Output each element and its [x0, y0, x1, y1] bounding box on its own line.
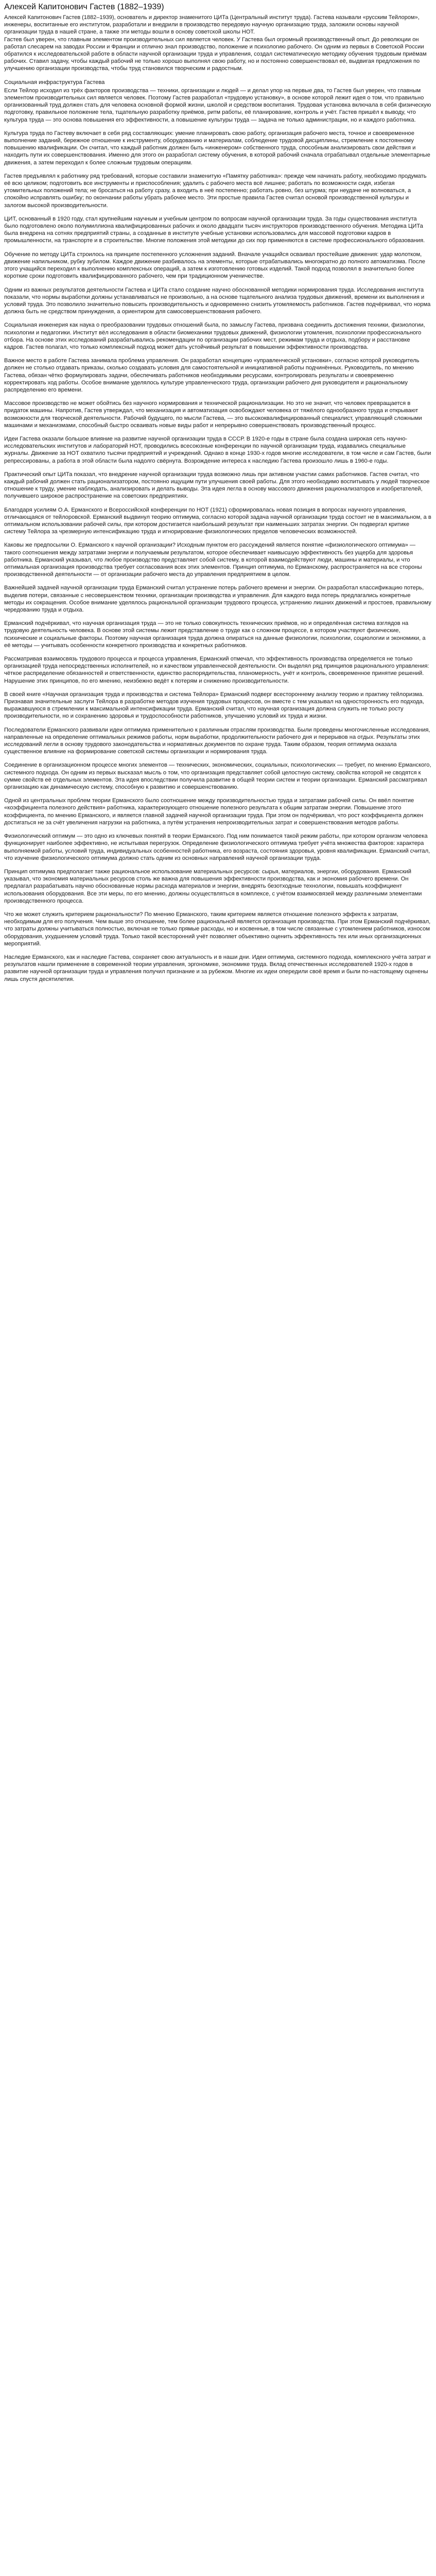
paragraph: Что же может служить критерием рациональности? По мнению Ерманского, таким критерием является отношение полезного эффекта к затратам, необходимым для его получения. Чем выше это отношение, тем более рациональной является организация производства. При этом Ерманский подчёркивал, что затраты должны учитываться полностью, включая не только прямые расходы, но и косвенные, в том числе связанные с утомлением работников, износом оборудования, ухудшением условий труда. Только такой всесторонний учёт позволяет объективно оценить эффективность тех или иных организационных мероприятий.: [4, 911, 431, 947]
paragraph: Принцип оптимума предполагает также рациональное использование материальных ресурсов: сырья, материалов, энергии, оборудования. Ерманский указывал, что экономия материальных ресурсов столь же важна для повышения эффективности производства, как и экономия рабочего времени. Он предлагал разрабатывать научно обоснованные нормы расхода материалов и энергии, внедрять безотходные технологии, повышать коэффициент использования оборудования. Все эти меры, по его мнению, должны осуществляться в комплексе, с учётом взаимосвязей между различными элементами производственного процесса.: [4, 868, 422, 904]
paragraph: В своей книге «Научная организация труда и производства и система Тейлора» Ерманский подверг всестороннему анализу теорию и практику тейлоризма. Признавая значительные заслуги Тейлора в разработке методов изучения трудовых процессов, он вместе с тем указывал на односторонность его подхода, выражавшуюся в стремлении к максимальной интенсификации труда. Ерманский считал, что научная организация должна служить не только росту производительности, но и сохранению здоровья и трудоспособности работников, улучшению условий их труда и жизни.: [4, 691, 424, 720]
paragraph: Одним из важных результатов деятельности Гастева и ЦИТа стало создание научно обоснованной методики нормирования труда. Исследования института показали, что нормы выработки должны устанавливаться не произвольно, а на основе тщательного анализа трудовых движений, времени их выполнения и условий труда. Это позволило значительно повысить производительность и одновременно снизить утомляемость работников. Гастев подчёркивал, что норма должна быть не средством принуждения, а ориентиром для самосовершенствования рабочего.: [4, 286, 431, 315]
paragraph: Культура труда по Гастеву включает в себя ряд составляющих: умение планировать свою работу, организация рабочего места, точное и своевременное выполнение заданий, бережное отношение к инструменту, оборудованию и материалам, соблюдение трудовой дисциплины, стремление к постоянному повышению квалификации. Он считал, что каждый работник должен быть «инженером» собственного труда, способным анализировать свои действия и находить пути их совершенствования. Именно для этого он разработал систему обучения, в которой рабочий сначала отрабатывал отдельные элементарные движения, а затем переходил к более сложным трудовым операциям.: [4, 130, 430, 166]
paragraph: Рассматривая взаимосвязь трудового процесса и процесса управления, Ерманский отмечал, что эффективность производства определяется не только организацией труда непосредственных исполнителей, но и качеством управленческой деятельности. Он выделял ряд принципов рационального управления: чёткое распределение обязанностей и ответственности, единство распорядительства, планомерность, учёт и контроль, своевременное принятие решений. Нарушение этих принципов, по его мнению, неизбежно ведёт к потерям и снижению производительности.: [4, 656, 429, 684]
intro-caption: Алексей Капитонович Гастев (1882–1939), основатель и директор знаменитого ЦИТа (Центральный институт труда). Гастева называли «русским Тейлором», инженеры, воспитанные его институтом, разработали и внедрили в производство передовую научную организацию труда, заложили основы научной организации труда в нашей стране, а также эти методы вошли в основу советской школы НОТ.: [4, 14, 420, 36]
paragraph: Одной из центральных проблем теории Ерманского было соотношение между производительностью труда и затратами рабочей силы. Он ввёл понятие «коэффициента полезного действия» работника, характеризующего отношение полезного результата к общим затратам энергии. Повышение этого коэффициента, по мнению Ерманского, и является главной задачей научной организации труда. При этом он подчёркивал, что рост коэффициента должен достигаться не за счёт увеличения нагрузки на работника, а путём устранения непроизводительных затрат и совершенствования методов работы.: [4, 798, 424, 826]
paragraph: Соединение в организационном процессе многих элементов — технических, экономических, социальных, психологических — требует, по мнению Ерманского, системного подхода. Он одним из первых высказал мысль о том, что организация представляет собой целостную систему, свойства которой не сводятся к сумме свойств её отдельных элементов. Эта идея впоследствии получила развитие в общей теории систем и теории организации. Ерманский рассматривал организацию как динамическую систему, способную к развитию и совершенствованию.: [4, 762, 431, 791]
paragraph: Каковы же предпосылки О. Ерманского к научной организации? Исходным пунктом его рассуждений является понятие «физиологического оптимума» — такого соотношения между затратами энергии и получаемым результатом, которое обеспечивает наивысшую эффективность без ущерба для здоровья работника. Ерманский указывал, что любое производство представляет собой систему, в которой взаимодействуют люди, машины и материалы, и что оптимальная организация производства требует согласования всех этих элементов. Принцип оптимума, по Ерманскому, распространяется на все стороны производственной деятельности — от организации рабочего места до управления предприятием в целом.: [4, 542, 422, 578]
paragraph: Благодаря усилиям О.А. Ерманского и Всероссийской конференции по НОТ (1921) сформировалась новая позиция в вопросах научного управления, отличающаяся от тейлоровской. Ерманский выдвинул теорию оптимума, согласно которой задача научной организации труда состоит не в максимальном, а в оптимальном использовании рабочей силы, при котором достигается наибольший результат при наименьших затратах энергии. Он подвергал критике систему Тейлора за чрезмерную интенсификацию труда и игнорирование физиологических пределов человеческих возможностей.: [4, 506, 431, 535]
paragraph: Если Тейлор исходил из трёх факторов производства — техники, организации и людей — и делал упор на первые два, то Гастев был уверен, что главным элементом производительных сил является человек. Поэтому Гастев разработал «трудовую установку», в основе которой лежит идея о том, что правильно организованный труд должен стать для человека основной формой жизни, школой и средством воспитания. Трудовая установка включала в себя физическую подготовку, правильное положение тела, тщательную разработку приёмов, ритм работы, её планирование, контроль и учёт. Гастев пришёл к выводу, что культура труда — это основа повышения его эффективности, а повышение культуры труда — задача не только администрации, но и каждого работника.: [4, 87, 431, 123]
paragraph: Наследие Ерманского, как и наследие Гастева, сохраняет свою актуальность и в наши дни. Идеи оптимума, системного подхода, комплексного учёта затрат и результатов нашли применение в современной теории управления, эргономике, экономике труда. Вклад отечественных исследователей 1920-х годов в развитие научной организации труда и управления получил признание и за рубежом. Многие их идеи опередили своё время и были по-настоящему оценены лишь спустя десятилетия.: [4, 954, 431, 982]
paragraph: Ерманский подчёркивал, что научная организация труда — это не только совокупность технических приёмов, но и определённая система взглядов на трудовую деятельность человека. В основе этой системы лежит представление о труде как о сложном процессе, в котором участвуют физические, психические и социальные факторы. Поэтому научная организация труда должна опираться на данные физиологии, психологии, социологии и экономики, а её методы — учитывать особенности конкретного производства и конкретных работников.: [4, 620, 426, 649]
paragraph: Важное место в работе Гастева занимала проблема управления. Он разработал концепцию «управленческой установки», согласно которой руководитель должен не столько отдавать приказы, сколько создавать условия для самостоятельной и инициативной работы подчинённых. Руководитель, по мнению Гастева, обязан чётко формулировать задачи, обеспечивать работников необходимыми ресурсами, контролировать результаты и своевременно корректировать ход работы. Особое внимание уделялось культуре управленческого труда, организации рабочего дня руководителя и рациональному распределению его времени.: [4, 358, 420, 393]
paragraph: Гастев предъявлял к работнику ряд требований, которые составили знаменитую «Памятку работника»: прежде чем начинать работу, необходимо продумать её всю целиком; подготовить все инструменты и приспособления; удалить с рабочего места всё лишнее; работать по возможности сидя, избегая утомительных положений тела; не бросаться на работу сразу, а входить в неё постепенно; работать ровно, без штурма; при неудаче не волноваться, а спокойно исправлять ошибку; по окончании работы убрать рабочее место. Эти простые правила Гастев считал основой производственной культуры и залогом высокой производительности.: [4, 173, 427, 209]
paragraph: Массовое производство не может обойтись без научного нормирования и технической рационализации. Но это не значит, что человек превращается в придаток машины. Напротив, Гастев утверждал, что механизация и автоматизация освобождают человека от тяжёлого однообразного труда и открывают возможности для творческой деятельности. Рабочий будущего, по мысли Гастева, — это высококвалифицированный специалист, управляющий сложными машинами и механизмами, способный быстро осваивать новые виды работ и непрерывно совершенствовать производственный процесс.: [4, 400, 422, 429]
paragraph: Социальная инженерия как наука о преобразовании трудовых отношений была, по замыслу Гастева, призвана соединить достижения техники, физиологии, психологии и педагогики. Институт вёл исследования в области биомеханики трудовых движений, физиологии утомления, психологии профессионального отбора. На основе этих исследований разрабатывались рекомендации по организации рабочих мест, режимам труда и отдыха, подбору и расстановке кадров. Гастев полагал, что только комплексный подход может дать устойчивый результат в повышении эффективности производства.: [4, 322, 425, 350]
paragraph: Гастев был уверен, что главным элементом производительных сил является человек. У Гастева был огромный производственный опыт. До революции он работал слесарем на заводах России и Франции и отлично знал производство, положение и психологию рабочего. Он одним из первых в Советской России обратился к исследовательской работе в области научной организации труда и управления, создал систематическую методику обучения трудовым приёмам рабочих. Ставил задачу, чтобы каждый рабочий не только хорошо выполнял свою работу, но и постоянно совершенствовал её, выдвигая предложения по улучшению организации производства, чтобы труд становился творческим и радостным.: [4, 36, 427, 72]
paragraph: Физиологический оптимум — это одно из ключевых понятий в теории Ерманского. Под ним понимается такой режим работы, при котором организм человека функционирует наиболее эффективно, не испытывая перегрузок. Определение физиологического оптимума требует учёта множества факторов: характера выполняемой работы, условий труда, индивидуальных особенностей работника, его возраста, состояния здоровья, уровня квалификации. Ерманский считал, что изучение физиологического оптимума должно стать одним из основных направлений научной организации труда.: [4, 833, 430, 861]
article: [4, 3, 431, 989]
paragraph: Идеи Гастева оказали большое влияние на развитие научной организации труда в СССР. В 1920-е годы в стране была создана широкая сеть научно-исследовательских институтов и лабораторий НОТ, проводились всесоюзные конференции по научной организации труда, издавались специальные журналы. Движение за НОТ охватило тысячи предприятий и учреждений. Однако в конце 1930-х годов многие исследователи, в том числе и сам Гастев, были репрессированы, а работа в этой области была надолго свёрнута. Возрождение интереса к наследию Гастева произошло лишь в 1960-е годы.: [4, 435, 431, 464]
paragraph: Последователи Ерманского развивали идеи оптимума применительно к различным отраслям производства. Были проведены многочисленные исследования, направленные на определение оптимальных режимов работы, норм выработки, продолжительности рабочего дня и перерывов на отдых. Результаты этих исследований легли в основу трудового законодательства и нормативных документов по охране труда. Таким образом, теория оптимума оказала существенное влияние на формирование советской системы организации и нормирования труда.: [4, 726, 430, 755]
paragraph: Обучение по методу ЦИТа строилось на принципе постепенного усложнения заданий. Вначале учащийся осваивал простейшие движения: удар молотком, движение напильником, рубку зубилом. Каждое движение разбивалось на элементы, которые отрабатывались многократно до полного автоматизма. После этого учащийся переходил к выполнению комплексных операций, а затем к изготовлению готовых изделий. Такой подход позволял в значительно более короткие сроки подготовить квалифицированного рабочего, чем при традиционном ученичестве.: [4, 251, 425, 280]
paragraph: ЦИТ, основанный в 1920 году, стал крупнейшим научным и учебным центром по вопросам научной организации труда. За годы существования института было подготовлено около полумиллиона квалифицированных рабочих и около двадцати тысяч инструкторов производственного обучения. Методика ЦИТа была внедрена на сотнях предприятий страны, а созданные в институте учебные установки использовались для массовой подготовки кадров в промышленности, на транспорте и в строительстве. Многие положения этой методики до сих пор применяются в системе профессионального образования.: [4, 215, 425, 244]
paragraph: Важнейшей задачей научной организации труда Ерманский считал устранение потерь рабочего времени и энергии. Он разработал классификацию потерь, выделив потери, связанные с несовершенством техники, организации производства и управления. Для каждого вида потерь предлагались конкретные методы их сокращения. Особое внимание уделялось рациональной организации трудового процесса, устранению лишних движений и простоев, правильному чередованию труда и отдыха.: [4, 585, 431, 614]
page-title: Алексей Капитонович Гастев (1882–1939): [4, 3, 164, 11]
section-heading: Социальная инфраструктура Гастева: [4, 79, 105, 86]
article-body: [4, 14, 431, 983]
paragraph: Практический опыт ЦИТа показал, что внедрение научной организации труда возможно лишь при активном участии самих работников. Гастев считал, что каждый рабочий должен стать рационализатором, постоянно ищущим пути улучшения своей работы. Для этого необходимо воспитывать у людей творческое отношение к труду, умение наблюдать, анализировать и делать выводы. Эта идея легла в основу массового движения рационализаторов и изобретателей, получившего широкое распространение на советских предприятиях.: [4, 471, 430, 500]
